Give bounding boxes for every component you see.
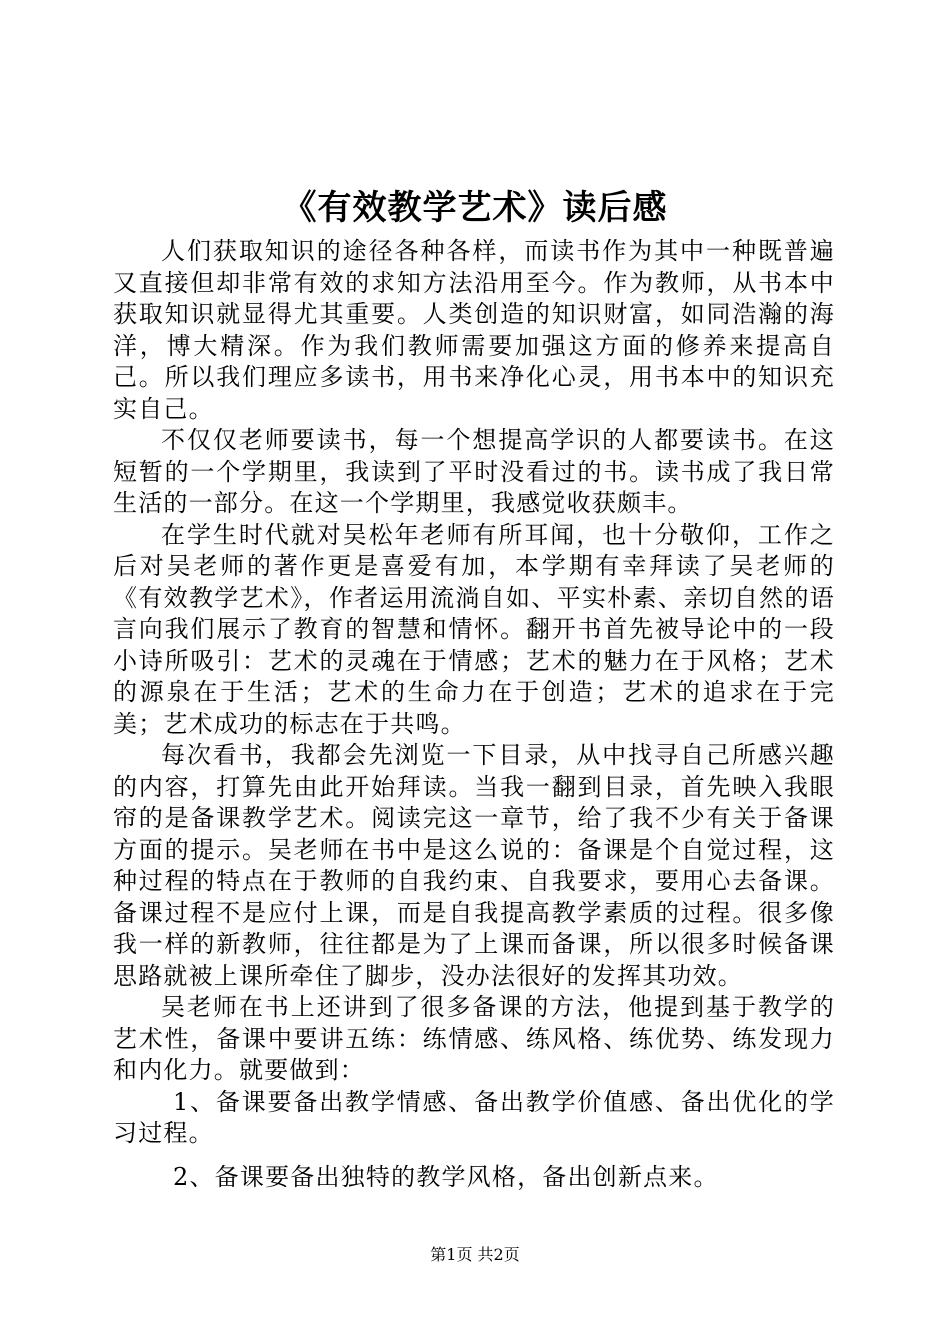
document-title: 《有效教学艺术》读后感 <box>282 188 668 228</box>
list-item-1: 1、备课要备出教学情感、备出教学价值感、备出优化的学习过程。 <box>113 1087 835 1147</box>
list-item-2: 2、备课要备出独特的教学风格，备出创新点来。 <box>173 1162 719 1191</box>
paragraph-4: 每次看书，我都会先浏览一下目录，从中找寻自己所感兴趣的内容，打算先由此开始拜读。当我一翻到目录，首先映入我眼帘的是备课教学艺术。阅读完这一章节，给了我不少有关于备课方面的提示。吴老师在书中是这么说的：备课是个自觉过程，这种过程的特点在于教师的自我约束、自我要求，要用心去备课。备课过程不是应付上课，而是自我提高教学素质的过程。很多像我一样的新教师，往往都是为了上课而备课，所以很多时候备课思路就被上课所牵住了脚步，没办法很好的发挥其功效。 <box>113 741 835 990</box>
paragraph-1: 人们获取知识的途径各种各样，而读书作为其中一种既普遍又直接但却非常有效的求知方法沿用至今。作为教师，从书本中获取知识就显得尤其重要。人类创造的知识财富，如同浩瀚的海洋，博大精深。作为我们教师需要加强这方面的修养来提高自己。所以我们理应多读书，用书来净化心灵，用书本中的知识充实自己。 <box>113 237 835 423</box>
paragraph-3: 在学生时代就对吴松年老师有所耳闻，也十分敬仰，工作之后对吴老师的著作更是喜爱有加，本学期有幸拜读了吴老师的《有效教学艺术》，作者运用流淌自如、平实朴素、亲切自然的语言向我们展示了教育的智慧和情怀。翻开书首先被导论中的一段小诗所吸引：艺术的灵魂在于情感；艺术的魅力在于风格；艺术的源泉在于生活；艺术的生命力在于创造；艺术的追求在于完美；艺术成功的标志在于共鸣。 <box>113 520 835 738</box>
paragraph-2: 不仅仅老师要读书，每一个想提高学识的人都要读书。在这短暂的一个学期里，我读到了平时没看过的书。读书成了我日常生活的一部分。在这一个学期里，我感觉收获颇丰。 <box>113 426 835 517</box>
document-body <box>113 236 835 1193</box>
paragraph-5: 吴老师在书上还讲到了很多备课的方法，他提到基于教学的艺术性，备课中要讲五练：练情感、练风格、练优势、练发现力和内化力。就要做到： <box>113 993 835 1084</box>
page-footer: 第1页 共2页 <box>430 1245 520 1264</box>
